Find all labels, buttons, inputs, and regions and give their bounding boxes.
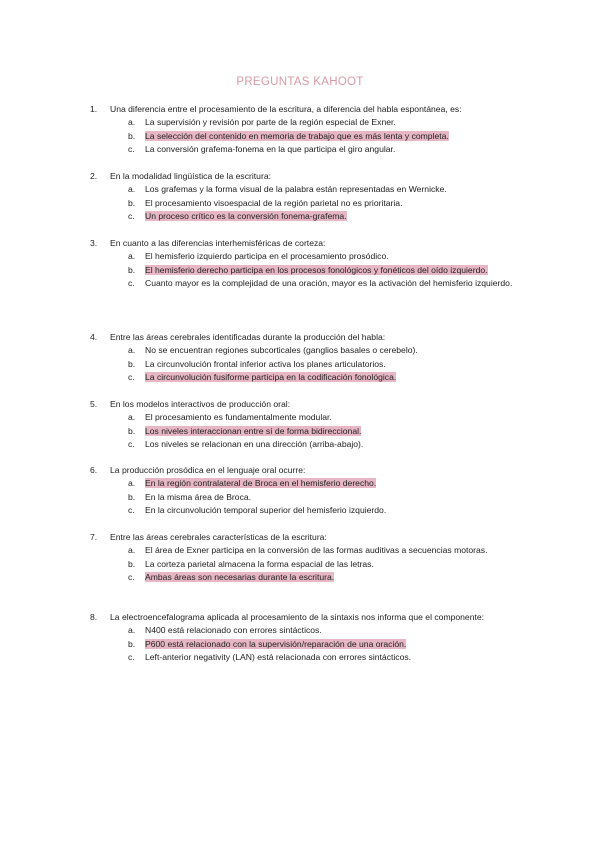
- option-letter: b.: [128, 358, 136, 369]
- question-number: 6.: [90, 465, 98, 475]
- question-7: [90, 531, 530, 585]
- question-1: [90, 103, 530, 157]
- option-letter: a.: [128, 412, 136, 423]
- option-c: [128, 651, 530, 664]
- question-3: [90, 237, 530, 291]
- option-c: [128, 277, 530, 290]
- question-text: En la modalidad lingüística de la escritura:: [110, 171, 271, 181]
- question-number: 2.: [90, 171, 98, 181]
- option-text: La conversión grafema-fonema en la que participa el giro angular.: [145, 144, 396, 155]
- option-letter: c.: [128, 278, 135, 289]
- question-5: [90, 398, 530, 452]
- option-b-correct: [128, 638, 530, 651]
- option-letter: a.: [128, 478, 136, 489]
- question-number: 8.: [90, 612, 98, 622]
- question-number: 3.: [90, 238, 98, 248]
- option-text: El área de Exner participa en la conversión de las formas auditivas a secuencias motoras.: [145, 545, 488, 556]
- option-b: [128, 358, 530, 371]
- option-letter: c.: [128, 372, 135, 383]
- option-text: En la misma área de Broca.: [145, 491, 252, 502]
- option-b: [128, 491, 530, 504]
- option-text: Los niveles se relacionan en una dirección (arriba-abajo).: [145, 439, 364, 450]
- option-a: [128, 183, 530, 196]
- question-text: En los modelos interactivos de producción oral:: [110, 399, 291, 409]
- option-letter: c.: [128, 572, 135, 583]
- option-a: [128, 344, 530, 357]
- option-text: El hemisferio izquierdo participa en el procesamiento prosódico.: [145, 251, 389, 262]
- option-letter: c.: [128, 144, 135, 155]
- option-text: La corteza parietal almacena la forma espacial de las letras.: [145, 558, 374, 569]
- option-c: [128, 143, 530, 156]
- question-text: Entre las áreas cerebrales identificadas durante la producción del habla:: [110, 332, 386, 342]
- option-a: [128, 544, 530, 557]
- option-letter: b.: [128, 130, 136, 141]
- option-letter: a.: [128, 345, 136, 356]
- option-text: N400 está relacionado con errores sintácticos.: [145, 625, 322, 636]
- option-c: [128, 438, 530, 451]
- option-text-highlighted: P600 está relacionado con la supervisión/reparación de una oración.: [145, 638, 407, 649]
- option-text: El procesamiento visoespacial de la región parietal no es prioritaria.: [145, 197, 403, 208]
- option-text: El procesamiento es fundamentalmente modular.: [145, 412, 332, 423]
- option-text: Cuanto mayor es la complejidad de una oración, mayor es la activación del hemisferio izquierdo.: [145, 278, 513, 289]
- page-title: PREGUNTAS KAHOOT: [236, 76, 364, 88]
- option-text-highlighted: Ambas áreas son necesarias durante la escritura.: [145, 572, 335, 583]
- option-text-highlighted: El hemisferio derecho participa en los procesos fonológicos y fonéticos del oído izquierdo.: [145, 264, 488, 275]
- option-b-correct: [128, 425, 530, 438]
- option-c-correct: [128, 371, 530, 384]
- question-text: La electroencefalograma aplicada al procesamiento de la sintaxis nos informa que el componente:: [110, 612, 485, 622]
- option-c-correct: [128, 210, 530, 223]
- option-text: La supervisión y revisión por parte de la región especial de Exner.: [145, 117, 396, 128]
- option-b-correct: [128, 264, 530, 277]
- option-text-highlighted: La circunvolución fusiforme participa en la codificación fonológica.: [145, 372, 397, 383]
- option-letter: a.: [128, 545, 136, 556]
- option-letter: b.: [128, 638, 136, 649]
- option-text: No se encuentran regiones subcorticales (ganglios basales o cerebelo).: [145, 345, 418, 356]
- option-letter: b.: [128, 264, 136, 275]
- option-text: Left-anterior negativity (LAN) está relacionada con errores sintácticos.: [145, 652, 412, 663]
- option-c: [128, 504, 530, 517]
- question-text: La producción prosódica en el lenguaje oral ocurre:: [110, 465, 306, 475]
- option-letter: b.: [128, 197, 136, 208]
- option-letter: a.: [128, 625, 136, 636]
- question-number: 4.: [90, 332, 98, 342]
- question-text: Entre las áreas cerebrales características de la escritura:: [110, 532, 327, 542]
- option-letter: a.: [128, 184, 136, 195]
- option-text-highlighted: Los niveles interaccionan entre sí de forma bidireccional.: [145, 425, 362, 436]
- question-2: [90, 170, 530, 224]
- option-a: [128, 250, 530, 263]
- option-a: [128, 116, 530, 129]
- question-4: [90, 331, 530, 385]
- question-number: 7.: [90, 532, 98, 542]
- question-number: 1.: [90, 104, 98, 114]
- option-letter: a.: [128, 117, 136, 128]
- option-a: [128, 411, 530, 424]
- option-text-highlighted: En la región contralateral de Broca en el hemisferio derecho.: [145, 478, 377, 489]
- option-a-correct: [128, 477, 530, 490]
- option-a: [128, 624, 530, 637]
- option-letter: c.: [128, 211, 135, 222]
- option-c-correct: [128, 571, 530, 584]
- option-letter: b.: [128, 558, 136, 569]
- option-text: En la circunvolución temporal superior del hemisferio izquierdo.: [145, 505, 387, 516]
- option-letter: b.: [128, 491, 136, 502]
- option-b: [128, 197, 530, 210]
- option-letter: a.: [128, 251, 136, 262]
- option-text: La circunvolución frontal inferior activa los planes articulatorios.: [145, 358, 386, 369]
- question-text: Una diferencia entre el procesamiento de la escritura, a diferencia del habla espontánea, es:: [110, 104, 462, 114]
- option-b: [128, 558, 530, 571]
- question-number: 5.: [90, 399, 98, 409]
- question-8: [90, 611, 530, 665]
- option-letter: c.: [128, 439, 135, 450]
- question-text: En cuanto a las diferencias interhemisféricas de corteza:: [110, 238, 326, 248]
- option-text: Los grafemas y la forma visual de la palabra están representadas en Wernicke.: [145, 184, 447, 195]
- option-b-correct: [128, 130, 530, 143]
- option-letter: c.: [128, 505, 135, 516]
- question-6: [90, 464, 530, 518]
- option-text-highlighted: La selección del contenido en memoria de trabajo que es más lenta y completa.: [145, 130, 449, 141]
- option-letter: b.: [128, 425, 136, 436]
- option-letter: c.: [128, 652, 135, 663]
- option-text-highlighted: Un proceso crítico es la conversión fonema-grafema.: [145, 211, 347, 222]
